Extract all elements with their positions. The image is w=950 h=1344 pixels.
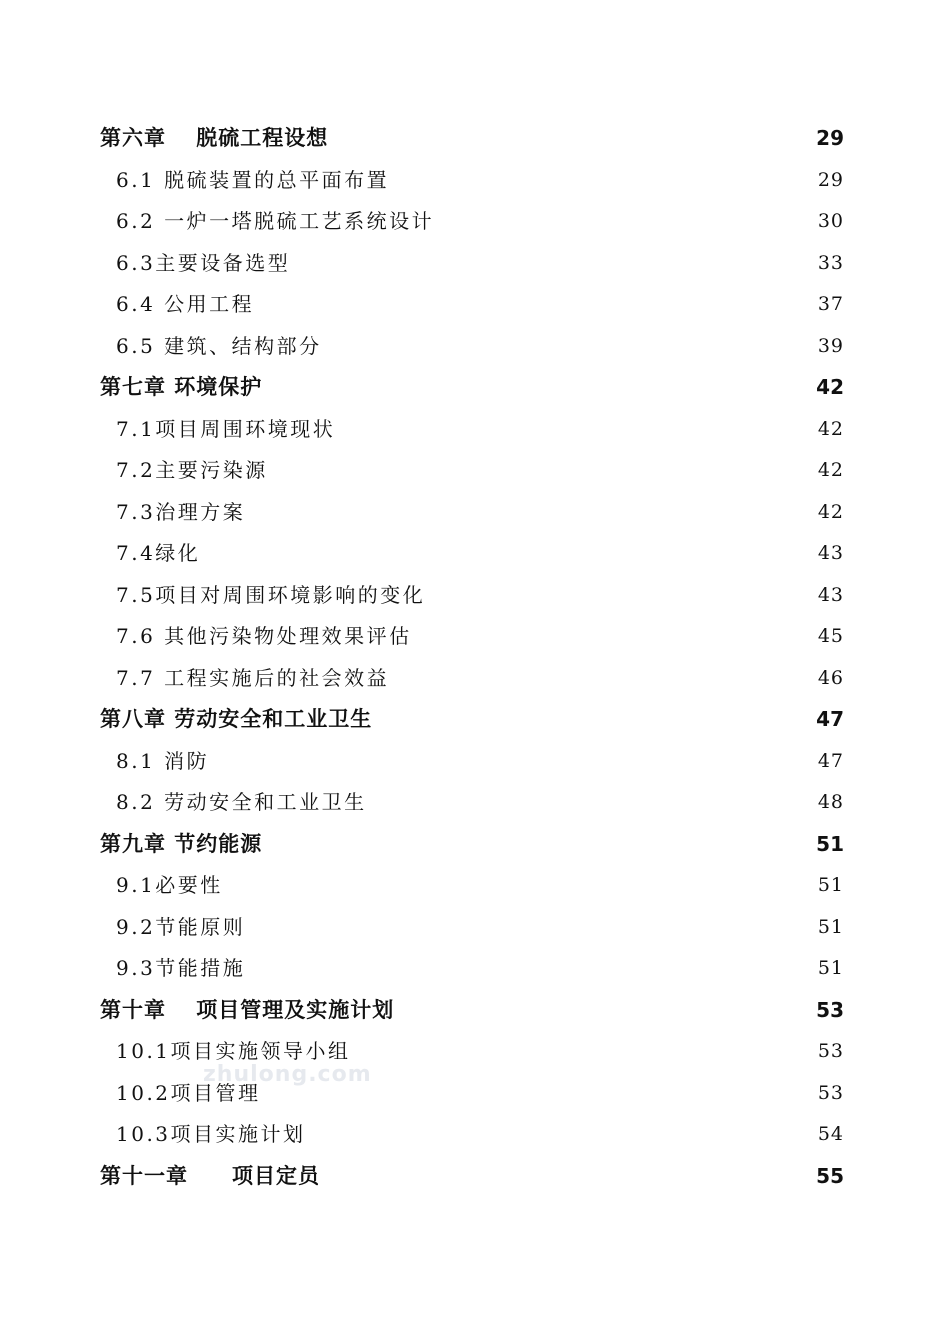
toc-chapter-entry[interactable]: [0, 118, 950, 160]
toc-entry-title: 10.1项目实施领导小组: [116, 1039, 351, 1063]
watermark: zhulong.com: [203, 1062, 372, 1087]
toc-section-entry[interactable]: [0, 450, 950, 492]
toc-entry-title: 第六章 脱硫工程设想: [100, 126, 329, 150]
toc-entry-page-number: 53: [816, 997, 844, 1022]
toc-section-entry[interactable]: [0, 326, 950, 368]
toc-entry-title: 7.6 其他污染物处理效果评估: [116, 624, 412, 648]
toc-entry-title: 第七章 环境保护: [100, 375, 263, 399]
toc-section-entry[interactable]: [0, 1073, 950, 1115]
toc-entry-title: 7.3治理方案: [116, 499, 246, 524]
toc-entry-title: 第十一章 项目定员: [100, 1163, 320, 1188]
toc-section-entry[interactable]: [0, 741, 950, 783]
toc-entry-page-number: 47: [816, 707, 844, 731]
toc-entry-title: 7.2主要污染源: [116, 458, 268, 482]
toc-entry-page-number: 55: [816, 1163, 844, 1188]
toc-entry-page-number: 33: [817, 251, 844, 274]
toc-entry-page-number: 46: [817, 666, 844, 689]
toc-entry-title: 第九章 节约能源: [100, 831, 263, 856]
toc-entry-page-number: 47: [817, 749, 844, 772]
toc-entry-title: 8.2 劳动安全和工业卫生: [116, 790, 367, 814]
toc-section-entry[interactable]: [0, 1114, 950, 1156]
toc-entry-title: 第十章 项目管理及实施计划: [100, 997, 395, 1022]
toc-entry-title: 9.1必要性: [116, 873, 223, 897]
toc-entry-page-number: 30: [817, 210, 844, 232]
toc-entry-page-number: 42: [817, 500, 844, 523]
toc-entry-page-number: 43: [817, 583, 844, 606]
toc-section-entry[interactable]: [0, 575, 950, 617]
toc-section-entry[interactable]: [0, 492, 950, 534]
toc-section-entry[interactable]: [0, 243, 950, 285]
toc-entry-title: 9.2节能原则: [116, 914, 246, 939]
toc-entry-page-number: 42: [817, 417, 844, 440]
toc-entry-page-number: 53: [817, 1081, 844, 1104]
toc-entry-page-number: 51: [817, 874, 844, 896]
toc-entry-page-number: 37: [817, 293, 844, 315]
toc-entry-page-number: 29: [816, 126, 844, 150]
toc-entry-page-number: 51: [817, 957, 844, 979]
toc-entry-title: 9.3节能措施: [116, 956, 246, 980]
toc-entry-page-number: 42: [816, 375, 844, 399]
toc-section-entry[interactable]: [0, 284, 950, 326]
toc-entry-title: 6.2 一炉一塔脱硫工艺系统设计: [116, 209, 435, 233]
toc-entry-title: 10.3项目实施计划: [116, 1122, 306, 1146]
toc-entry-title: 8.1 消防: [116, 748, 210, 773]
toc-entry-page-number: 43: [817, 542, 844, 564]
toc-entry-title: 6.3主要设备选型: [116, 250, 291, 275]
toc-section-entry[interactable]: [0, 907, 950, 949]
toc-entry-title: 6.4 公用工程: [116, 292, 255, 316]
toc-entry-page-number: 42: [817, 459, 844, 481]
toc-entry-page-number: 51: [817, 915, 844, 938]
toc-entry-page-number: 48: [817, 791, 844, 813]
toc-section-entry[interactable]: [0, 658, 950, 700]
toc-section-entry[interactable]: [0, 160, 950, 202]
toc-chapter-entry[interactable]: [0, 1156, 950, 1198]
toc-chapter-entry[interactable]: [0, 367, 950, 409]
toc-entry-page-number: 39: [817, 334, 844, 357]
toc-entry-page-number: 45: [817, 625, 844, 647]
toc-section-entry[interactable]: [0, 865, 950, 907]
toc-section-entry[interactable]: [0, 948, 950, 990]
toc-section-entry[interactable]: [0, 782, 950, 824]
toc-entry-page-number: 54: [817, 1123, 844, 1145]
toc-section-entry[interactable]: [0, 533, 950, 575]
toc-entry-title: 7.5项目对周围环境影响的变化: [116, 582, 426, 607]
toc-section-entry[interactable]: [0, 616, 950, 658]
toc-chapter-entry[interactable]: [0, 990, 950, 1032]
toc-entry-title: 7.1项目周围环境现状: [116, 416, 336, 441]
toc-entry-page-number: 51: [816, 831, 844, 856]
toc-entry-title: 第八章 劳动安全和工业卫生: [100, 707, 373, 731]
toc-section-entry[interactable]: [0, 201, 950, 243]
toc-section-entry[interactable]: [0, 1031, 950, 1073]
toc-chapter-entry[interactable]: [0, 699, 950, 741]
toc-entry-title: 7.7 工程实施后的社会效益: [116, 665, 390, 690]
toc-chapter-entry[interactable]: [0, 824, 950, 866]
toc-entry-title: 6.1 脱硫装置的总平面布置: [116, 167, 390, 192]
toc-section-entry[interactable]: [0, 409, 950, 451]
toc-entry-title: 6.5 建筑、结构部分: [116, 333, 322, 358]
toc-entry-title: 10.2项目管理: [116, 1080, 261, 1105]
toc-entry-title: 7.4绿化: [116, 541, 201, 565]
toc-entry-page-number: 53: [817, 1040, 844, 1062]
table-of-contents: [0, 118, 950, 1197]
toc-entry-page-number: 29: [817, 168, 844, 191]
